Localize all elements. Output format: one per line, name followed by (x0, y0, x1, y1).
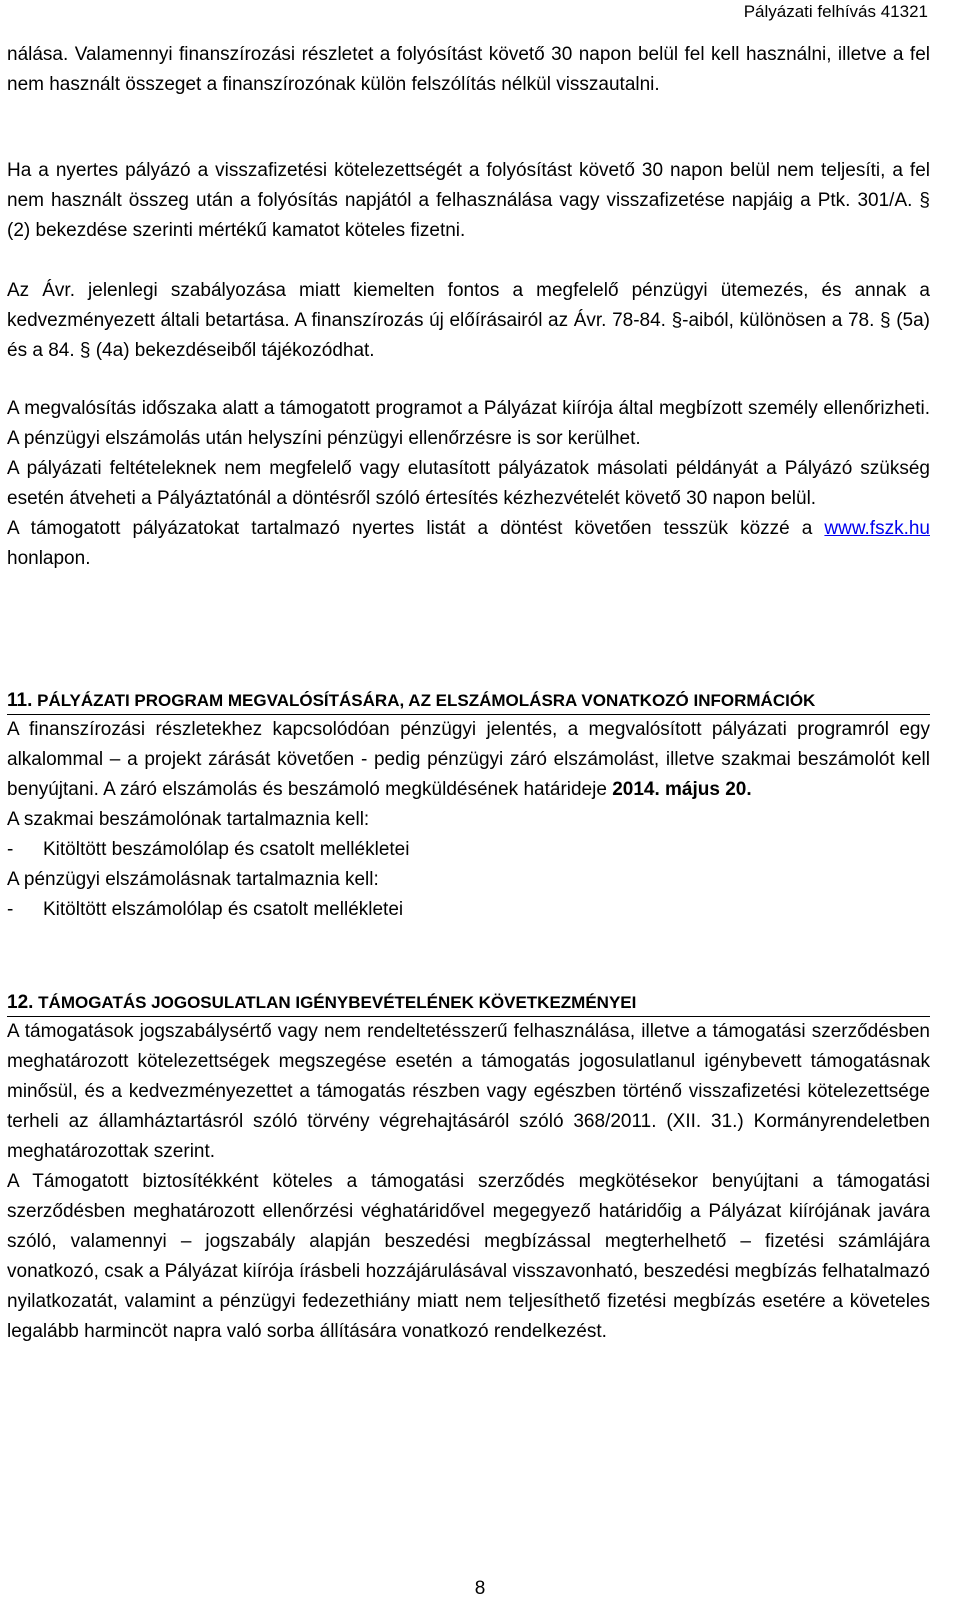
section-title: PÁLYÁZATI PROGRAM MEGVALÓSÍTÁSÁRA, AZ ELSZÁMOLÁSRA VONATKOZÓ INFORMÁCIÓK (37, 691, 816, 710)
page-number: 8 (474, 1578, 486, 1599)
text: A támogatott pályázatokat tartalmazó nyertes listát a döntést követően tesszük közzé a (7, 518, 825, 539)
paragraph-block-3 (7, 276, 930, 366)
paragraph: Ha a nyertes pályázó a visszafizetési kötelezettségét a folyósítást követő 30 napon belül nem teljesíti, a fel nem használt összeg után a folyósítás napjától a felhasználása vagy visszafizetése napjáig a Ptk. 301/A. § (2) bekezdése szerinti mértékű kamatot köteles fizetni. (7, 160, 930, 241)
section-12 (7, 990, 930, 1347)
list-item (7, 835, 930, 865)
paragraph-block-4 (7, 394, 930, 574)
paragraph: A pályázati feltételeknek nem megfelelő vagy elutasított pályázatok másolati példányát a Pályázó szükség esetén átveheti a Pályáztatónál a döntésről szóló értesítés kézhezvételét követő 30 napon belül. (7, 458, 930, 509)
list-item-text: Kitöltött beszámolólap és csatolt mellékletei (43, 839, 410, 860)
document-header: Pályázati felhívás 41321 (743, 2, 928, 21)
text: A finanszírozási részletekhez kapcsolódóan pénzügyi jelentés, a megvalósított pályázati programról egy alkalommal – a projekt zárását követően - pedig pénzügyi záró elszámolást, illetve szakmai beszámolót kell benyújtani. A záró elszámolás és beszámoló megküldésének határideje (7, 719, 930, 800)
text: honlapon. (7, 548, 91, 569)
list-item (7, 895, 930, 925)
paragraph (7, 514, 930, 574)
paragraph-block-1 (7, 40, 930, 100)
section-heading (7, 688, 930, 715)
paragraph: A szakmai beszámolónak tartalmaznia kell: (7, 809, 370, 830)
paragraph: Az Ávr. jelenlegi szabályozása miatt kiemelten fontos a megfelelő pénzügyi ütemezés, és annak a kedvezményezett általi betartása. A finanszírozás új előírásairól az Ávr. 78-84. §-aiból, különösen a 78. § (5a) és a 84. § (4a) bekezdéseiből tájékozódhat. (7, 280, 930, 361)
section-number: 12. (7, 992, 34, 1013)
paragraph: nálása. Valamennyi finanszírozási részletet a folyósítást követő 30 napon belül fel kell használni, illetve a fel nem használt összeget a finanszírozónak külön felszólítás nélkül visszautalni. (7, 44, 930, 95)
section-11 (7, 688, 930, 925)
section-number: 11. (7, 690, 33, 711)
paragraph: A pénzügyi elszámolásnak tartalmaznia kell: (7, 869, 379, 890)
paragraph (7, 715, 930, 805)
bullet-dash: - (7, 839, 14, 860)
list-item-text: Kitöltött elszámolólap és csatolt mellékletei (43, 899, 404, 920)
paragraph: A megvalósítás időszaka alatt a támogatott programot a Pályázat kiírója által megbízott személy ellenőrizheti. A pénzügyi elszámolás után helyszíni pénzügyi ellenőrzésre is sor kerülhet. (7, 398, 930, 449)
paragraph: A Támogatott biztosítékként köteles a támogatási szerződés megkötésekor benyújtani a támogatási szerződésben meghatározott ellenőrzési véghatáridővel megegyező határidőig a Pályázat kiírójának javára szóló, valamennyi – jogszabály alapján beszedési megbízással megterhelhető – fizetési számlájára vonatkozó, csak a Pályázat kiírója írásbeli hozzájárulásával visszavonható, beszedési megbízás felhatalmazó nyilatkozatát, valamint a pénzügyi fedezethiány miatt nem teljesíthető fizetési megbízás esetére a követeles legalább harmincöt napra való sorba állítására vonatkozó rendelkezést. (7, 1171, 930, 1342)
section-heading (7, 990, 930, 1017)
deadline-date: 2014. május 20. (612, 779, 752, 800)
paragraph: A támogatások jogszabálysértő vagy nem rendeltetésszerű felhasználása, illetve a támogatási szerződésben meghatározott kötelezettségek megszegése esetén a támogatás jogosulatlanul igénybevett támogatásnak minősül, és a kedvezményezettet a támogatás részben vagy egészben történő visszafizetési kötelezettsége terheli az államháztartásról szóló törvény végrehajtásáról szóló 368/2011. (XII. 31.) Kormányrendeletben meghatározottak szerint. (7, 1021, 930, 1162)
paragraph-block-2 (7, 156, 930, 246)
fszk-link[interactable]: www.fszk.hu (824, 518, 930, 539)
section-title: TÁMOGATÁS JOGOSULATLAN IGÉNYBEVÉTELÉNEK KÖVETKEZMÉNYEI (38, 993, 637, 1012)
bullet-dash: - (7, 899, 14, 920)
